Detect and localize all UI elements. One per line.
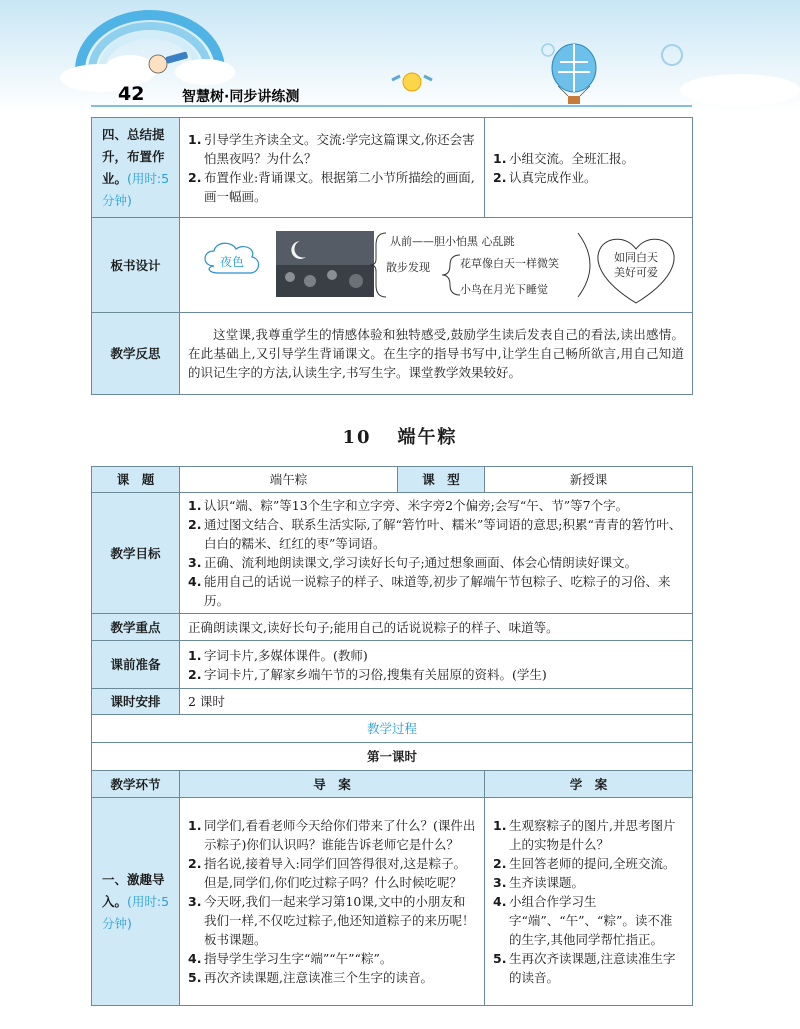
reflection-label: 教学反思 xyxy=(92,313,180,395)
summary-guide-cell xyxy=(180,118,485,218)
page-header xyxy=(0,0,800,112)
board-line-1: 从前——胆小怕黑 心乱跳 xyxy=(390,234,515,248)
stage-1-study-list xyxy=(493,816,684,987)
stage-1-guide-cell xyxy=(180,798,485,1006)
goals-row xyxy=(92,493,693,614)
night-scene-image xyxy=(276,231,374,297)
list-item: 1. 小组交流。全班汇报。 xyxy=(493,150,635,166)
cloud-label-icon xyxy=(205,243,259,273)
stage-1-study-cell xyxy=(485,798,693,1006)
board-line-3: 小鸟在月光下睡觉 xyxy=(460,282,548,296)
summary-stage-label: 四、总结提升，布置作业。(用时:5分钟) xyxy=(92,118,180,218)
goals-label: 教学目标 xyxy=(92,493,180,614)
board-design-diagram xyxy=(180,219,692,312)
key-points-label: 教学重点 xyxy=(92,614,180,641)
lesson-title: 端午粽 xyxy=(397,427,458,448)
reflection-row xyxy=(92,313,693,395)
list-item: 2. 布置作业:背诵课文。根据第二小节所描绘的画面,画一幅画。 xyxy=(188,169,475,204)
topic-value: 端午粽 xyxy=(180,467,398,493)
summary-study-list xyxy=(493,149,684,187)
brace-inner xyxy=(442,255,460,295)
list-item: 2. 生回答老师的提问,全班交流。 xyxy=(493,856,676,871)
key-points-text: 正确朗读课文,读好长句子;能用自己的话说说粽子的样子、味道等。 xyxy=(180,614,693,641)
column-header-row xyxy=(92,771,693,798)
page-number: 42 xyxy=(118,83,145,105)
top-lesson-table xyxy=(91,117,693,395)
board-line-2-right: 花草像白天一样微笑 xyxy=(460,256,559,270)
list-item: 1. 字词卡片,多媒体课件。(教师) xyxy=(188,647,368,663)
list-item: 1. 同学们,看看老师今天给你们带来了什么？(课件出示粽子)你们认识吗？谁能告诉老师它是什么？ xyxy=(188,818,476,852)
goals-cell xyxy=(180,493,693,614)
type-label: 课 型 xyxy=(398,467,485,493)
list-item: 4. 能用自己的话说一说粽子的样子、味道等,初步了解端午节包粽子、吃粽子的习俗、来历。 xyxy=(188,574,671,608)
goals-list xyxy=(188,496,684,610)
lesson-number: 10 xyxy=(342,427,372,448)
heart-icon xyxy=(598,239,674,303)
summary-guide-list xyxy=(188,130,476,206)
list-item: 3. 今天呀,我们一起来学习第10课,文中的小朋友和我们一样,不仅吃过粽子,他还知道粽子的来历呢！板书课题。 xyxy=(188,894,475,947)
schedule-value: 2 课时 xyxy=(180,689,693,715)
preparation-cell xyxy=(180,641,693,689)
list-item: 1. 认识“端、粽”等13个生字和立字旁、米字旁2个偏旁;会写“午、节”等7个字。 xyxy=(188,498,629,513)
heart-line-1: 如同白天 xyxy=(614,250,658,264)
brace-right xyxy=(578,233,590,297)
summary-study-cell xyxy=(485,118,693,218)
board-design-label: 板书设计 xyxy=(92,218,180,313)
list-item: 3. 生齐读课题。 xyxy=(493,875,585,890)
process-title: 教学过程 xyxy=(92,715,693,743)
period-title: 第一课时 xyxy=(92,743,693,771)
list-item: 4. 指导学生学习生字“端”“午”“粽”。 xyxy=(188,951,393,966)
stage-1-label: 一、激趣导入。(用时:5分钟) xyxy=(92,798,180,1006)
list-item: 1. 生观察粽子的图片,并思考图片上的实物是什么？ xyxy=(493,818,676,852)
period-title-row xyxy=(92,743,693,771)
board-design-row xyxy=(92,218,693,313)
process-title-row xyxy=(92,715,693,743)
list-item: 2. 字词卡片,了解家乡端午节的习俗,搜集有关屈原的资料。(学生) xyxy=(188,666,547,682)
list-item: 1. 引导学生齐读全文。交流:学完这篇课文,你还会害怕黑夜吗？为什么？ xyxy=(188,131,475,166)
schedule-row xyxy=(92,689,693,715)
schedule-label: 课时安排 xyxy=(92,689,180,715)
preparation-row xyxy=(92,641,693,689)
topic-label: 课 题 xyxy=(92,467,180,493)
type-value: 新授课 xyxy=(485,467,693,493)
heart-line-2: 美好可爱 xyxy=(614,265,658,279)
list-item: 3. 正确、流利地朗读课文,学习读好长句子;通过想象画面、体会心情朗读好课文。 xyxy=(188,555,638,570)
preparation-list xyxy=(188,646,684,684)
stage-1-row xyxy=(92,798,693,1006)
lesson-heading xyxy=(0,423,800,449)
list-item: 2. 通过图文结合、联系生活实际,了解“箬竹叶、糯米”等词语的意思;积累“青青的箬竹叶、白白的糯米、红红的枣”等词语。 xyxy=(188,517,682,551)
lesson-plan-table xyxy=(91,466,693,1006)
board-design-cell xyxy=(180,218,693,313)
list-item: 5. 生再次齐读课题,注意读准生字的读音。 xyxy=(493,951,676,985)
book-title: 智慧树·同步讲练测 xyxy=(182,89,300,105)
preparation-label: 课前准备 xyxy=(92,641,180,689)
key-points-row xyxy=(92,614,693,641)
list-item: 4. 小组合作学习生字“端”、“午”、“粽”。读不准的生字,其他同学帮忙指正。 xyxy=(493,894,673,947)
topic-row xyxy=(92,467,693,493)
guide-column-header: 导 案 xyxy=(180,771,485,798)
summary-row xyxy=(92,118,693,218)
study-column-header: 学 案 xyxy=(485,771,693,798)
list-item: 5. 再次齐读课题,注意读准三个生字的读音。 xyxy=(188,970,433,985)
cloud-label-text: 夜色 xyxy=(219,254,245,269)
list-item: 2. 指名说,接着导入:同学们回答得很对,这是粽子。但是,同学们,你们吃过粽子吗？什么时候吃呢？ xyxy=(188,856,467,890)
list-item: 2. 认真完成作业。 xyxy=(493,169,597,185)
board-line-2-left: 散步发现 xyxy=(386,260,430,274)
stage-1-guide-list xyxy=(188,816,476,987)
stage-column-header: 教学环节 xyxy=(92,771,180,798)
reflection-text: 这堂课,我尊重学生的情感体验和独特感受,鼓励学生读后发表自己的看法,读出感情。在此基础上,又引导学生背诵课文。在生字的指导书写中,让学生自己畅所欲言,用自己知道的识记生字的方法,认读生字,书写生字。课堂教学效果较好。 xyxy=(180,313,693,395)
